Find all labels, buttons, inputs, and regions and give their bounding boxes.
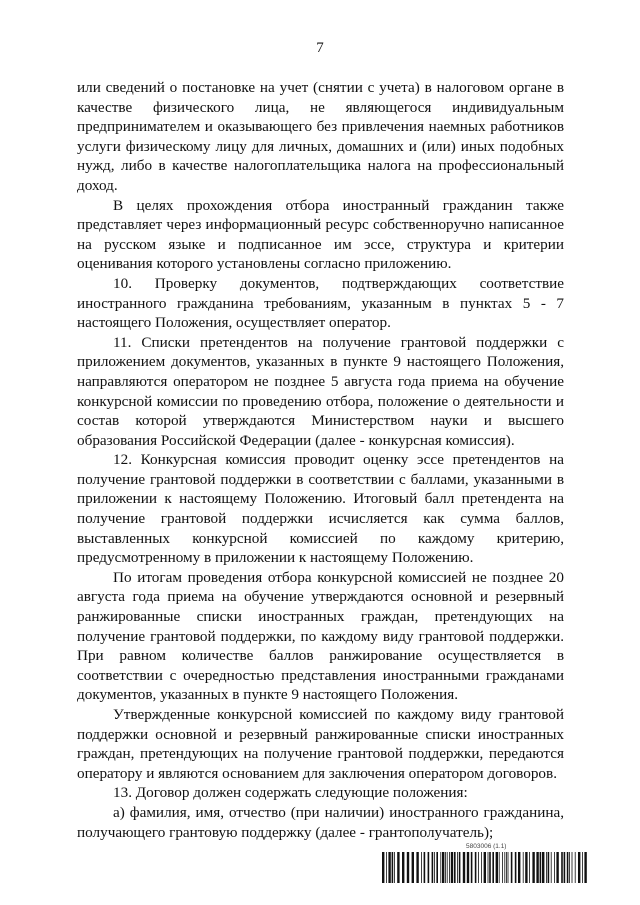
paragraph-item-13: 13. Договор должен содержать следующие положения:: [113, 784, 468, 802]
barcode-image: [382, 852, 587, 883]
barcode: [382, 843, 587, 885]
paragraph-item-10: 10. Проверку документов, подтверждающих соответствие иностранного гражданина требованиям, указанным в пунктах 5 - 7 настоящего Положения, осуществляет оператор.: [77, 274, 564, 332]
paragraph-approved-lists: Утвержденные конкурсной комиссией по каждому виду грантовой поддержки основной и резервный ранжированные списки иностранных граждан, претендующих на получение грантовой поддержки, передаются оператору и являются основанием для заключения оператором договоров.: [77, 706, 564, 782]
paragraph-item-13a: а) фамилия, имя, отчество (при наличии) иностранного гражданина, получающего грантовую поддержку (далее - грантополучатель);: [77, 803, 564, 841]
barcode-label: 5803006 (1.1): [466, 843, 507, 850]
paragraph-essay: В целях прохождения отбора иностранный гражданин также представляет через информационный ресурс собственноручно написанное на русском языке и подписанное им эссе, структура и критерии оценивания которого установлены согласно приложению.: [77, 196, 564, 273]
paragraph-item-12: 12. Конкурсная комиссия проводит оценку эссе претендентов на получение грантовой поддержки в соответствии с баллами, указанными в приложении к настоящему Положению. Итоговый балл претендента на получение грантовой поддержки исчисляется как сумма баллов, выставленных конкурсной комиссией по каждому критерию, предусмотренному в приложении к настоящему Положению.: [77, 451, 564, 567]
page-number: 7: [316, 40, 324, 56]
paragraph-item-11: 11. Списки претендентов на получение грантовой поддержки с приложением документов, указанных в пункте 9 настоящего Положения, направляются оператором не позднее 5 августа года приема на обучение конкурсной комиссии по проведению отбора, положение о деятельности и состав которой утверждаются Министерством науки и высшего образования Российской Федерации (далее - конкурсная комиссия).: [77, 333, 564, 449]
document-body: [77, 78, 564, 842]
paragraph-continuation: или сведений о постановке на учет (снятии с учета) в налоговом органе в качестве физического лица, не являющегося индивидуальным предпринимателем и оказывающего без привлечения наемных работников услуги физическому лицу для личных, домашних и (или) иных подобных нужд, либо в качестве налогоплательщика налога на профессиональный доход.: [77, 79, 564, 194]
paragraph-ranking: По итогам проведения отбора конкурсной комиссией не позднее 20 августа года приема на обучение утверждаются основной и резервный ранжированные списки иностранных граждан, претендующих на получение грантовой поддержки, по каждому виду грантовой поддержки. При равном количестве баллов ранжирование осуществляется в соответствии с очередностью представления иностранными гражданами документов, указанных в пункте 9 настоящего Положения.: [77, 568, 564, 704]
